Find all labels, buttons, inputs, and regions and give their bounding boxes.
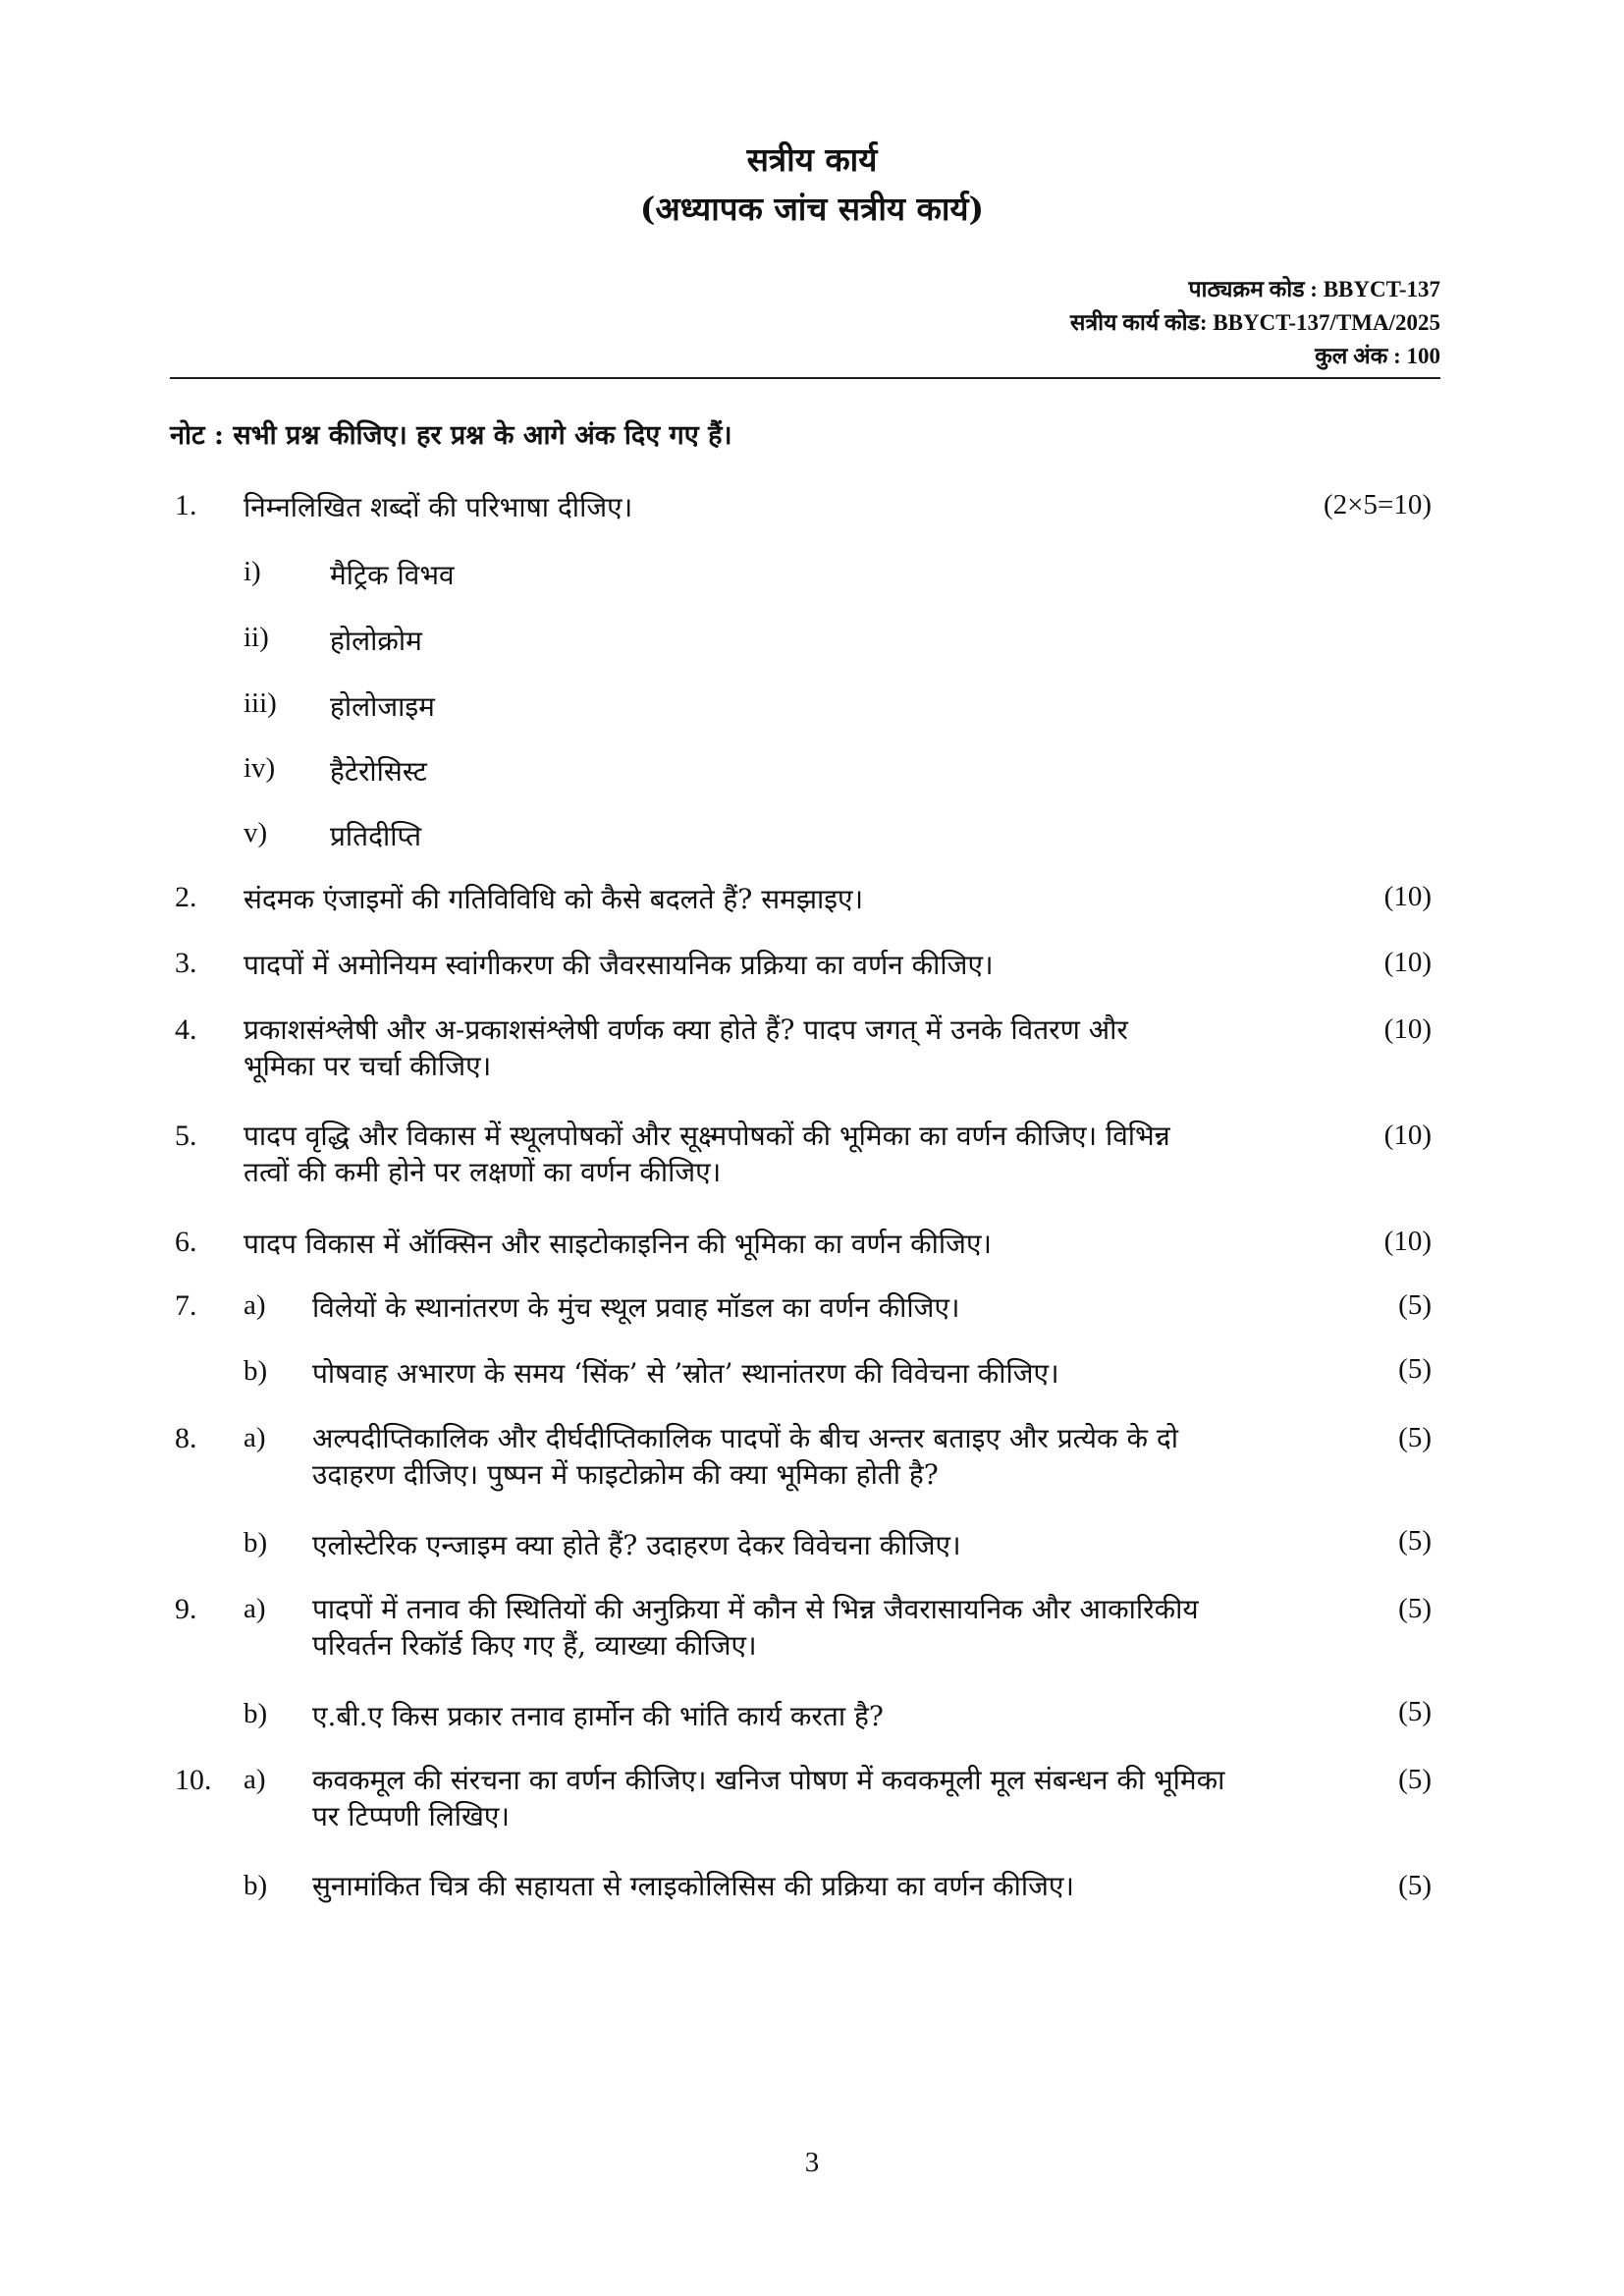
- part-text: अल्पदीप्तिकालिक और दीर्घदीप्तिकालिक पादपों के बीच अन्तर बताइए और प्रत्येक के दो उदाहरण दीजिए। पुष्पन में फाइटोक्रोम की क्या भूमिका होती है?: [312, 1422, 1178, 1491]
- item-term: होलोजाइम: [330, 690, 435, 723]
- item-label: ii): [244, 622, 269, 653]
- question-number: 8.: [175, 1422, 197, 1454]
- question-number: 2.: [175, 881, 197, 913]
- question-text: संदमक एंजाइमों की गतिविविधि को कैसे बदलते हैं? समझाइए।: [244, 883, 864, 915]
- part-text: विलेयों के स्थानांतरण के मुंच स्थूल प्रवाह मॉडल का वर्णन कीजिए।: [312, 1291, 960, 1324]
- part-marks: (5): [1398, 1870, 1432, 1901]
- part-marks: (5): [1398, 1353, 1432, 1385]
- part-marks: (5): [1398, 1764, 1432, 1795]
- part-label: b): [244, 1698, 268, 1729]
- item-label: v): [244, 817, 268, 848]
- part-label: a): [244, 1764, 266, 1795]
- part-label: a): [244, 1593, 266, 1624]
- page-subtitle: (अध्यापक जांच सत्रीय कार्य): [639, 190, 985, 228]
- question-text: प्रकाशसंश्लेषी और अ-प्रकाशसंश्लेषी वर्णक क्या होते हैं? पादप जगत् में उनके वितरण और भूमिका पर चर्चा कीजिए।: [244, 1013, 1128, 1082]
- total-marks: कुल अंक : 100: [1315, 344, 1440, 368]
- assignment-code: सत्रीय कार्य कोड: BBYCT-137/TMA/2025: [1069, 310, 1440, 335]
- page-number: 3: [804, 2147, 820, 2178]
- part-marks: (5): [1398, 1289, 1432, 1321]
- question-number: 7.: [175, 1289, 197, 1322]
- title-block: [0, 136, 1624, 234]
- question-number: 9.: [175, 1593, 197, 1625]
- part-text: पोषवाह अभारण के समय ‘सिंक’ से ’स्रोत’ स्थानांतरण की विवेचना कीजिए।: [312, 1357, 1059, 1390]
- question-marks: (10): [1383, 1120, 1432, 1151]
- part-label: a): [244, 1289, 266, 1321]
- question-marks: (10): [1383, 1226, 1432, 1257]
- item-term: हैटेरोसिस्ट: [330, 755, 427, 788]
- question-number: 3.: [175, 947, 197, 979]
- page-title: सत्रीय कार्य: [746, 140, 878, 179]
- question-marks: (10): [1383, 947, 1432, 978]
- part-marks: (5): [1398, 1593, 1432, 1624]
- item-term: होलोक्रोम: [330, 625, 422, 657]
- question-text: निम्नलिखित शब्दों की परिभाषा दीजिए।: [244, 491, 633, 523]
- item-label: i): [244, 556, 261, 587]
- part-text: ए.बी.ए किस प्रकार तनाव हार्मोन की भांति कार्य करता है?: [312, 1700, 884, 1732]
- part-text: कवकमूल की संरचना का वर्णन कीजिए। खनिज पोषण में कवकमूली मूल संबन्धन की भूमिका पर टिप्पणी लिखिए।: [312, 1764, 1225, 1832]
- part-marks: (5): [1398, 1422, 1432, 1453]
- part-text: एलोस्टेरिक एन्जाइम क्या होते हैं? उदाहरण देकर विवेचना कीजिए।: [312, 1529, 961, 1561]
- part-marks: (5): [1398, 1525, 1432, 1557]
- part-text: सुनामांकित चित्र की सहायता से ग्लाइकोलिसिस की प्रक्रिया का वर्णन कीजिए।: [312, 1870, 1074, 1902]
- question-number: 5.: [175, 1120, 197, 1152]
- item-term: मैट्रिक विभव: [330, 559, 455, 591]
- part-text: पादपों में तनाव की स्थितियों की अनुक्रिया में कौन से भिन्न जैवरासायनिक और आकारिकीय परिवर्तन रिकॉर्ड किए गए हैं, व्याख्या कीजिए।: [312, 1593, 1199, 1662]
- item-term: प्रतिदीप्ति: [330, 820, 422, 852]
- question-number: 6.: [175, 1226, 197, 1258]
- question-number: 4.: [175, 1013, 197, 1046]
- question-text: पादप विकास में ऑक्सिन और साइटोकाइनिन की भूमिका का वर्णन कीजिए।: [244, 1228, 993, 1260]
- item-label: iv): [244, 752, 276, 784]
- question-number: 1.: [175, 489, 197, 521]
- part-label: b): [244, 1870, 268, 1901]
- header-divider: [170, 377, 1440, 379]
- part-marks: (5): [1398, 1696, 1432, 1727]
- part-label: b): [244, 1527, 268, 1558]
- question-marks: (10): [1383, 881, 1432, 912]
- instructions-note: नोट : सभी प्रश्न कीजिए। हर प्रश्न के आगे अंक दिए गए हैं।: [170, 420, 732, 451]
- part-label: b): [244, 1355, 268, 1387]
- question-text: पादपों में अमोनियम स्वांगीकरण की जैवरसायनिक प्रक्रिया का वर्णन कीजिए।: [244, 949, 994, 981]
- course-meta: [884, 273, 1440, 373]
- part-label: a): [244, 1422, 266, 1453]
- question-marks: (10): [1383, 1013, 1432, 1045]
- question-marks: (2×5=10): [1323, 489, 1432, 520]
- item-label: iii): [244, 687, 277, 719]
- course-code: पाठ्यक्रम कोड : BBYCT-137: [1188, 277, 1440, 301]
- question-text: पादप वृद्धि और विकास में स्थूलपोषकों और सूक्ष्मपोषकों की भूमिका का वर्णन कीजिए। विभिन्न तत्वों की कमी होने पर लक्षणों का वर्णन कीजिए।: [244, 1120, 1170, 1188]
- question-number: 10.: [175, 1764, 212, 1796]
